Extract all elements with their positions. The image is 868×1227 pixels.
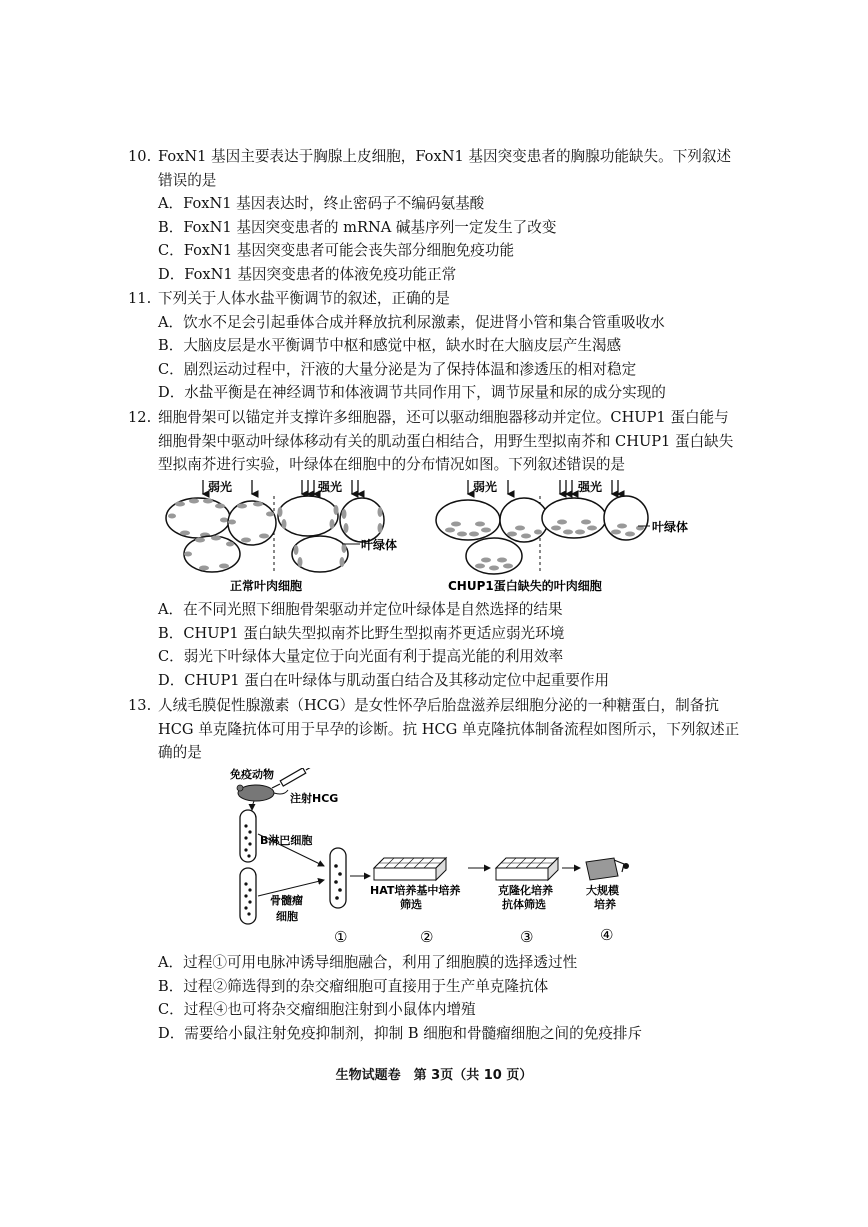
caption-mutant-cell: CHUP1蛋白缺失的叶肉细胞 [448, 579, 602, 593]
culture-bag-icon [586, 858, 629, 880]
immune-animal-label: 免疫动物 [230, 768, 274, 781]
question-stem: 人绒毛膜促性腺激素（HCG）是女性怀孕后胎盘滋养层细胞分泌的一种糖蛋白，制备抗 HCG 单克隆抗体可用于早孕的诊断。抗 HCG 单克隆抗体制备流程如图所示，下列叙述正确的是 [158, 697, 740, 762]
option-c: C．弱光下叶绿体大量定位于向光面有利于提高光能的利用效率 [158, 648, 564, 666]
option-b: B．FoxN1 基因突变患者的 mRNA 碱基序列一定发生了改变 [158, 218, 557, 236]
mouse-icon [237, 785, 288, 801]
mutant-cell-weak-3 [466, 538, 522, 574]
question-number: 10. [128, 148, 152, 165]
option-b: B．大脑皮层是水平衡调节中枢和感觉中枢，缺水时在大脑皮层产生渴感 [158, 337, 622, 355]
normal-cell-weak-3 [184, 536, 240, 573]
chloroplast-label-right: 叶绿体 [652, 520, 689, 534]
option-a: A．过程①可用电脉冲诱导细胞融合，利用了细胞膜的选择透过性 [158, 954, 578, 971]
chloroplast-label-left: 叶绿体 [361, 538, 398, 552]
question-stem: 细胞骨架可以锚定并支撑许多细胞器，还可以驱动细胞器移动并定位。CHUP1 蛋白能与细胞骨架中驱动叶绿体移动有关的肌动蛋白相结合，用野生型拟南芥和 CHUP1 蛋白缺失型拟南芥进行实验，叶绿体在细胞中的分布情况如图。下列叙述错误的是 [158, 409, 734, 474]
antibody-workflow-figure [228, 768, 648, 948]
mutant-cell-weak-2 [500, 498, 548, 542]
question-stem: 下列关于人体水盐平衡调节的叙述，正确的是 [158, 290, 450, 307]
myeloma-label-1: 骨髓瘤 [270, 894, 303, 907]
question-12-options [128, 598, 743, 692]
option-c: C．剧烈运动过程中，汗液的大量分泌是为了保持体温和渗透压的相对稳定 [158, 360, 637, 378]
option-c: C．FoxN1 基因突变患者可能会丧失部分细胞免疫功能 [158, 242, 515, 260]
normal-cell-strong-1 [278, 496, 339, 536]
option-c: C．过程④也可将杂交瘤细胞注射到小鼠体内增殖 [158, 1001, 476, 1019]
page-footer: 生物试题卷 第 3页（共 10 页） [335, 1068, 533, 1083]
question-stem: FoxN1 基因主要表达于胸腺上皮细胞，FoxN1 基因突变患者的胸腺功能缺失。下列叙述错误的是 [158, 148, 732, 189]
scale-label-2: 培养 [594, 898, 616, 911]
option-d: D．需要给小鼠注射免疫抑制剂，抑制 B 细胞和骨髓瘤细胞之间的免疫排斥 [158, 1024, 643, 1042]
myeloma-label-2: 细胞 [276, 910, 298, 923]
fusion-tube [330, 848, 346, 908]
normal-cell-weak-1 [166, 498, 230, 538]
caption-normal-cell: 正常叶肉细胞 [230, 579, 303, 593]
option-b: B．CHUP1 蛋白缺失型拟南芥比野生型拟南芥更适应弱光环境 [158, 624, 565, 642]
mutant-cell-weak-1 [436, 500, 500, 540]
clone-plate-icon [496, 858, 558, 880]
clone-label-1: 克隆化培养 [498, 884, 553, 897]
hat-plate-icon [374, 858, 446, 880]
mutant-cell-strong-1 [542, 498, 606, 538]
hat-label-1: HAT培养基中培养 [370, 884, 461, 897]
syringe-icon [272, 768, 316, 788]
option-b: B．过程②筛选得到的杂交瘤细胞可直接用于生产单克隆抗体 [158, 977, 549, 995]
mutant-cell-strong-2 [604, 496, 648, 540]
step-2-marker: ② [420, 928, 434, 946]
step-3-marker: ③ [520, 928, 534, 946]
myeloma-tube [240, 868, 256, 924]
normal-cell-strong-3 [292, 536, 348, 572]
question-number: 11. [128, 290, 152, 307]
option-d: D．CHUP1 蛋白在叶绿体与肌动蛋白结合及其移动定位中起重要作用 [158, 671, 610, 689]
chloroplast-figure [160, 478, 720, 600]
question-10 [128, 145, 743, 287]
strong-light-label-right: 强光 [578, 480, 603, 494]
b-cell-tube [240, 810, 256, 862]
weak-light-label-right: 弱光 [473, 480, 498, 494]
step-1-marker: ① [334, 928, 348, 946]
inject-hcg-label: 注射HCG [290, 792, 339, 805]
option-a: A．饮水不足会引起垂体合成并释放抗利尿激素，促进肾小管和集合管重吸收水 [158, 313, 665, 331]
question-13-options [128, 951, 743, 1045]
option-d: D．水盐平衡是在神经调节和体液调节共同作用下，调节尿量和尿的成分实现的 [158, 384, 666, 402]
question-11 [128, 287, 743, 405]
weak-light-label: 弱光 [208, 480, 233, 494]
question-number: 13. [128, 697, 152, 714]
question-number: 12. [128, 409, 152, 426]
clone-label-2: 抗体筛选 [502, 898, 546, 911]
option-d: D．FoxN1 基因突变患者的体液免疫功能正常 [158, 265, 457, 283]
normal-cell-weak-2 [228, 501, 276, 545]
step-4-marker: ④ [600, 926, 614, 944]
b-cell-label: B淋巴细胞 [260, 834, 313, 847]
hat-label-2: 筛选 [400, 898, 422, 911]
question-13 [128, 694, 743, 765]
scale-label-1: 大规模 [586, 884, 619, 897]
option-a: A．在不同光照下细胞骨架驱动并定位叶绿体是自然选择的结果 [158, 601, 563, 618]
strong-light-label: 强光 [318, 480, 343, 494]
option-a: A．FoxN1 基因表达时，终止密码子不编码氨基酸 [158, 195, 485, 213]
normal-cell-strong-2 [340, 498, 384, 542]
question-12 [128, 406, 743, 477]
